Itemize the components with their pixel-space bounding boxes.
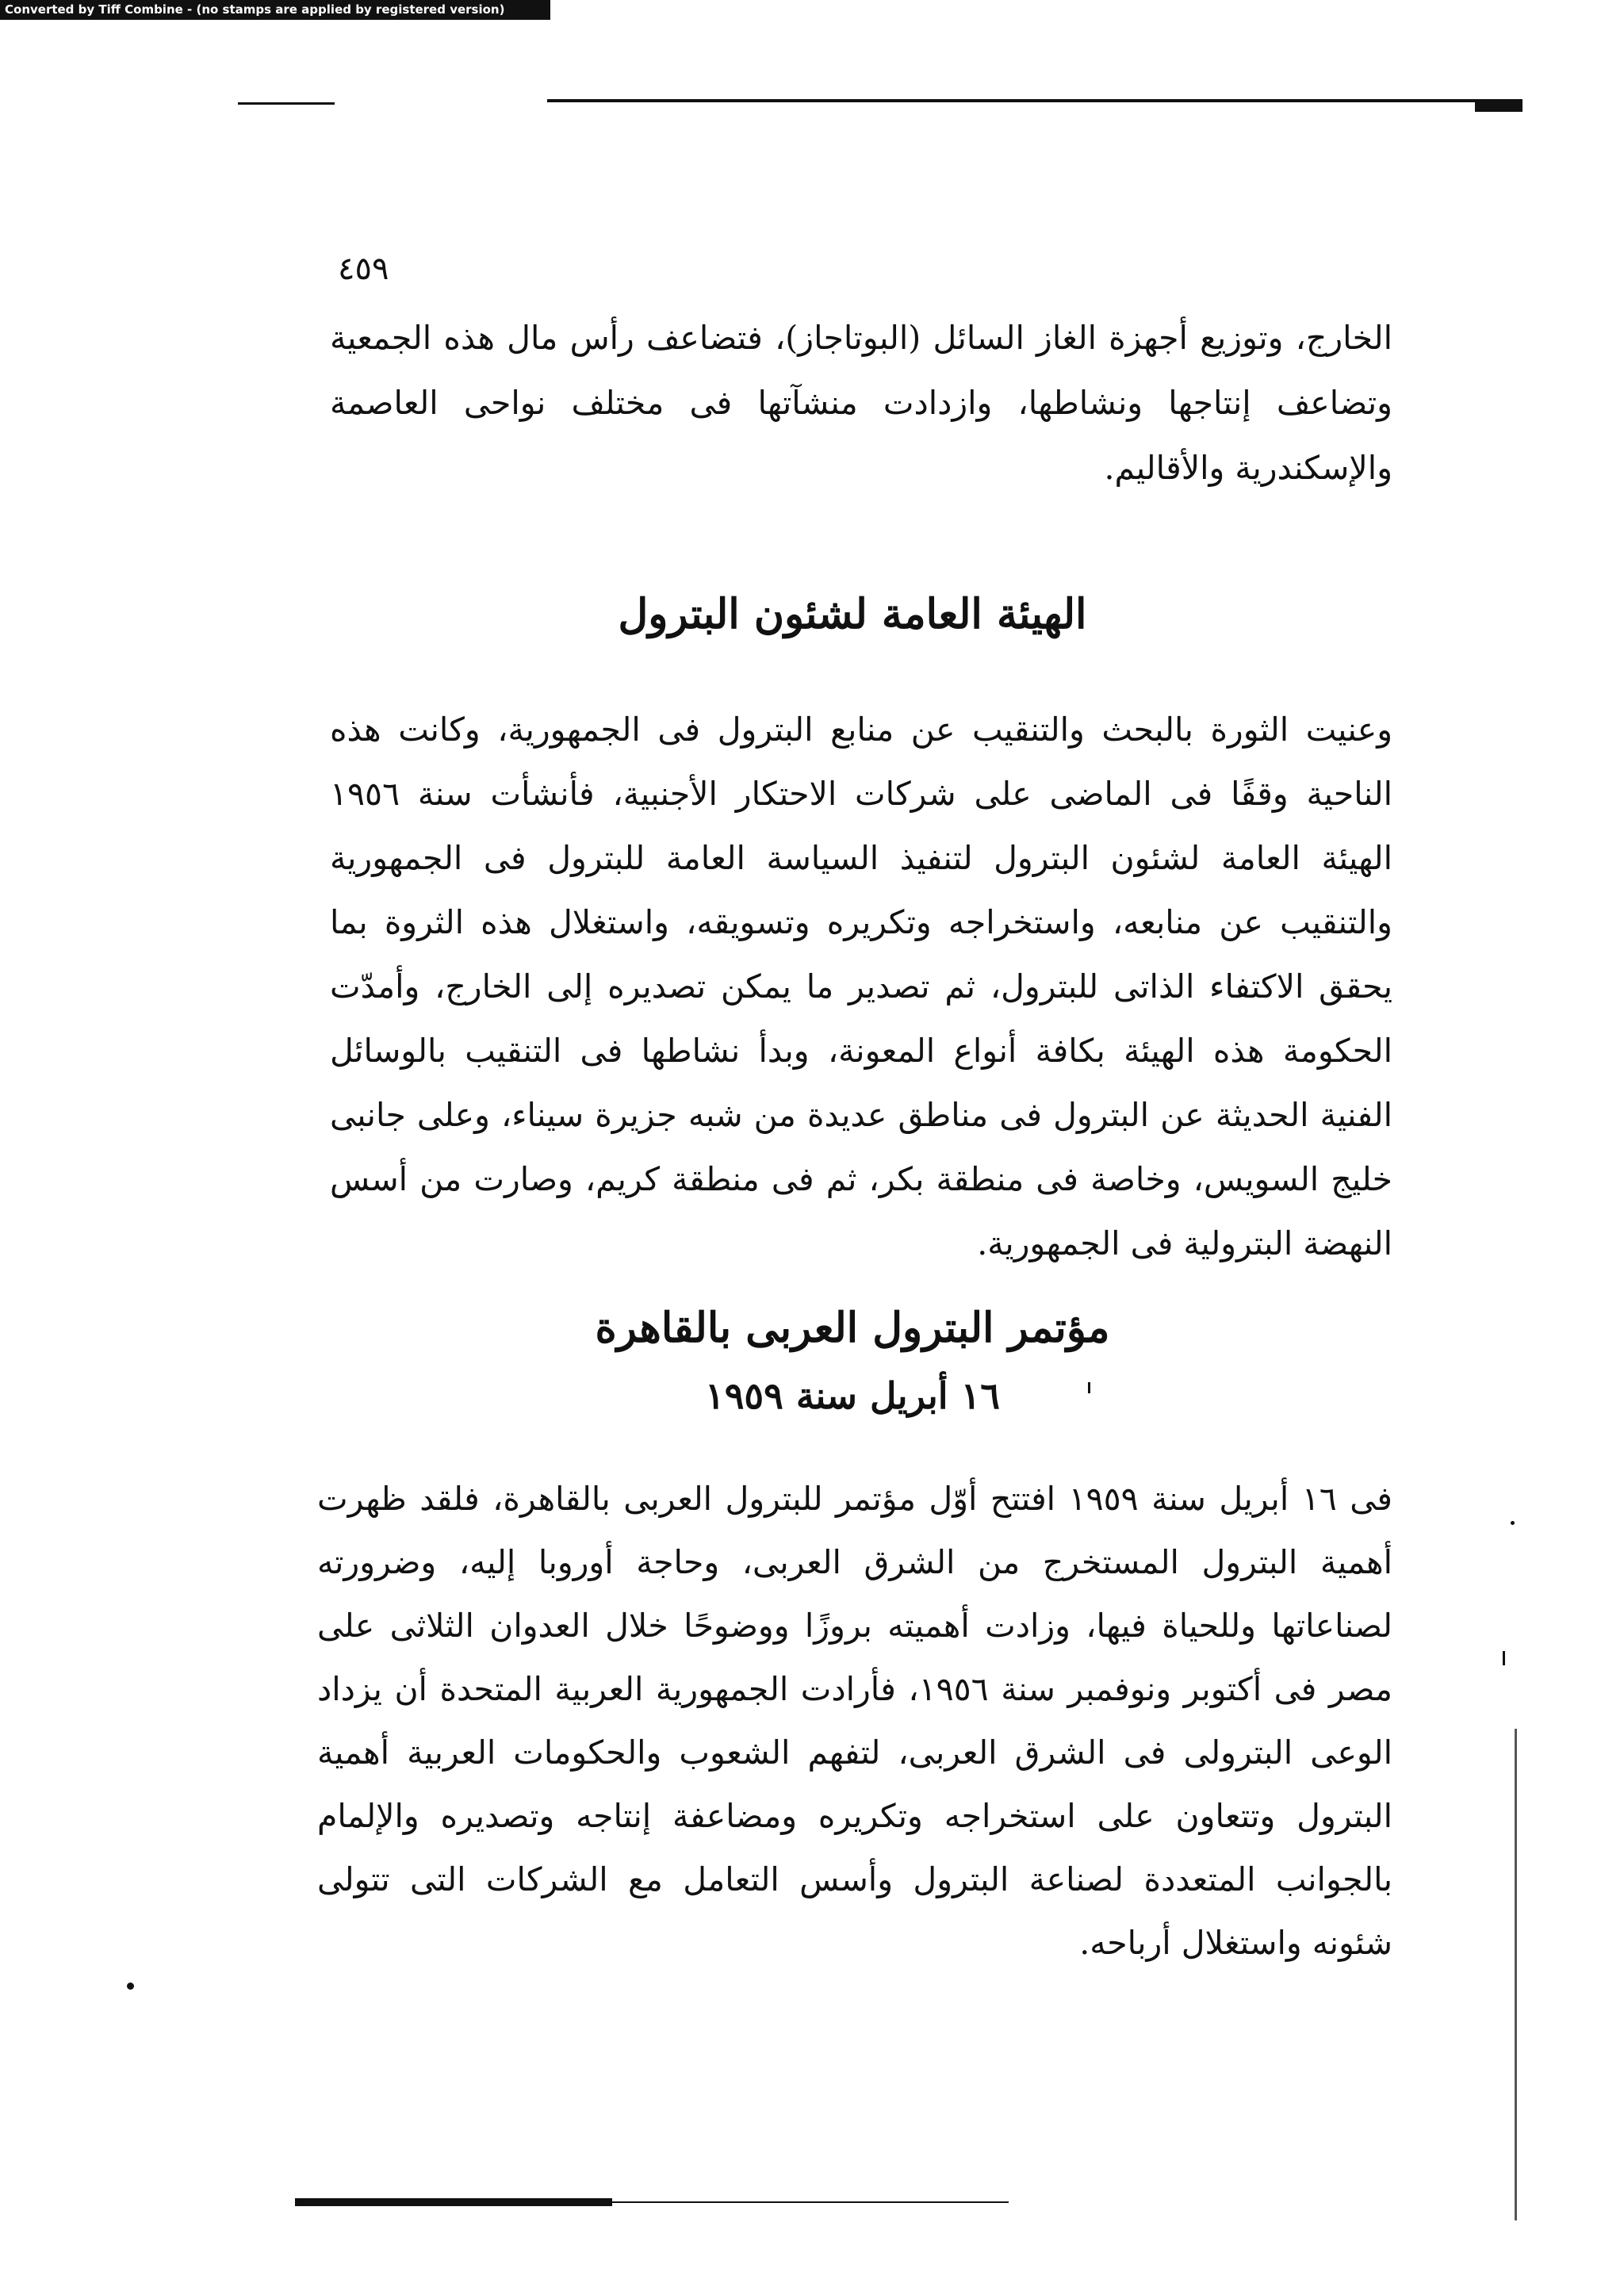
paragraph-petroleum-authority: وعنيت الثورة بالبحث والتنقيب عن منابع البترول فى الجمهورية، وكانت هذه الناحية وقفًا فى الماضى على شركات الاحتكار الأجنبية، فأنشأت سنة ١٩٥٦ الهيئة العامة لشئون البترول لتنفيذ السياسة العامة للبترول فى الجمهورية والتنقيب عن منابعه، واستخراجه وتكريره وتسويقه، واستغلال هذه الثروة بما يحقق الاكتفاء الذاتى للبترول، ثم تصدير ما يمكن تصديره إلى الخارج، وأمدّت الحكومة هذه الهيئة بكافة أنواع المعونة، وبدأ نشاطها فى التنقيب بالوسائل الفنية الحديثة عن البترول فى مناطق عديدة من شبه جزيرة سيناء، وعلى جانبى خليج السويس، وخاصة فى منطقة بكر، ثم فى منطقة كريم، وصارت من أسس النهضة البترولية فى الجمهورية. — [330, 711, 1392, 1262]
heading-petroleum-authority: الهيئة العامة لشئون البترول — [618, 590, 1087, 638]
top-rule-left — [238, 102, 335, 105]
bottom-rule — [295, 2198, 612, 2206]
converter-banner: Converted by Tiff Combine - (no stamps are applied by registered version) — [0, 0, 550, 20]
bottom-rule-fine — [612, 2201, 1009, 2203]
scan-speck — [1503, 1651, 1505, 1665]
scan-speck — [127, 1983, 134, 1990]
scan-speck — [1511, 1521, 1515, 1525]
top-rule-end — [1475, 99, 1522, 112]
congress-date: ١٦ أبريل سنة ١٩٥٩ — [705, 1374, 1000, 1417]
paragraph-arab-petroleum-congress: فى ١٦ أبريل سنة ١٩٥٩ افتتح أوّل مؤتمر للبترول العربى بالقاهرة، فلقد ظهرت أهمية البترول المستخرج من الشرق العربى، وحاجة أوروبا إليه، وضرورته لصناعاتها وللحياة فيها، وزادت أهميته بروزًا ووضوحًا خلال العدوان الثلاثى على مصر فى أكتوبر ونوفمبر سنة ١٩٥٦، فأرادت الجمهورية العربية المتحدة أن يزداد الوعى البترولى فى الشرق العربى، لتفهم الشعوب والحكومات العربية أهمية البترول وتتعاون على استخراجه وتكريره ومضاعفة إنتاجه وتصديره والإلمام بالجوانب المتعددة لصناعة البترول وأسس التعامل مع الشركات التى تتولى شئونه واستغلال أرباحه. — [317, 1480, 1392, 1962]
heading-arab-petroleum-congress: مؤتمر البترول العربى بالقاهرة — [595, 1304, 1110, 1352]
page-number: ٤٥٩ — [338, 251, 389, 287]
scan-margin-line — [1515, 1729, 1517, 2220]
scan-speck — [1088, 1382, 1090, 1393]
top-rule-right — [547, 99, 1522, 102]
paragraph-intro: الخارج، وتوزيع أجهزة الغاز السائل (البوتاجاز)، فتضاعف رأس مال هذه الجمعية وتضاعف إنتاجها ونشاطها، وازدادت منشآتها فى مختلف نواحى العاصمة والإسكندرية والأقاليم. — [330, 319, 1392, 487]
